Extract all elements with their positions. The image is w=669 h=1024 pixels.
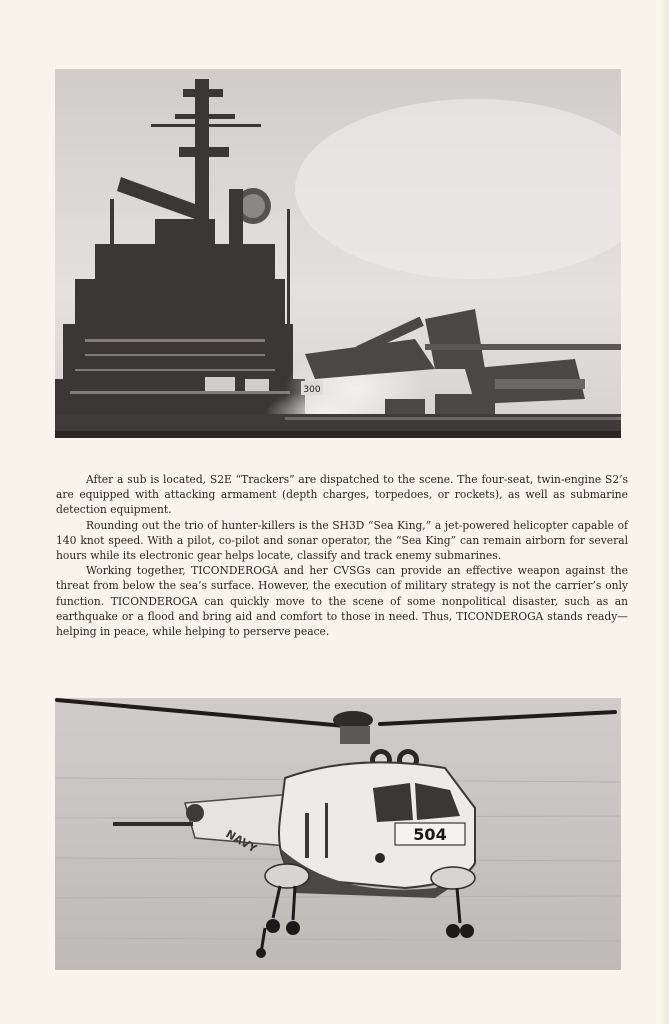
sea-king-helicopter-photo [55,698,621,970]
paragraph-ticonderoga: Working together, TICONDEROGA and her CVSGs can provide an effective weapon against the threat from below the sea’s surface. However, the execution of military strategy is not the carrier’s only function. TICONDEROGA can quickly move to the scene of some nonpolitical disaster, such as an earthquake or a flood and bring aid and comfort to those in need. Thus, TICONDEROGA stands ready—helping in peace, while helping to perserve peace. [56,564,628,639]
carrier-photo-image [55,69,621,438]
article-text [56,472,628,639]
paragraph-sea-king: Rounding out the trio of hunter-killers is the SH3D “Sea King,” a jet-powered helicopter capable of 140 knot speed. With a pilot, co-pilot and sonar operator, the “Sea King” can remain airborn for several hours while its electronic gear helps locate, classify and track enemy submarines. [56,518,628,563]
helicopter-photo-image [55,698,621,970]
tail-marking-label: NAVY [223,827,259,856]
carrier-deck-photo [55,69,621,438]
page-edge-shade [661,0,669,1024]
aircraft-number-label: 504 [413,825,447,844]
deck-number-label: 300 [303,385,321,395]
paragraph-trackers: After a sub is located, S2E “Trackers” are dispatched to the scene. The four-seat, twin-engine S2’s are equipped with attacking armament (depth charges, torpedoes, or rockets), as well as submarine detection equipment. [56,473,628,517]
